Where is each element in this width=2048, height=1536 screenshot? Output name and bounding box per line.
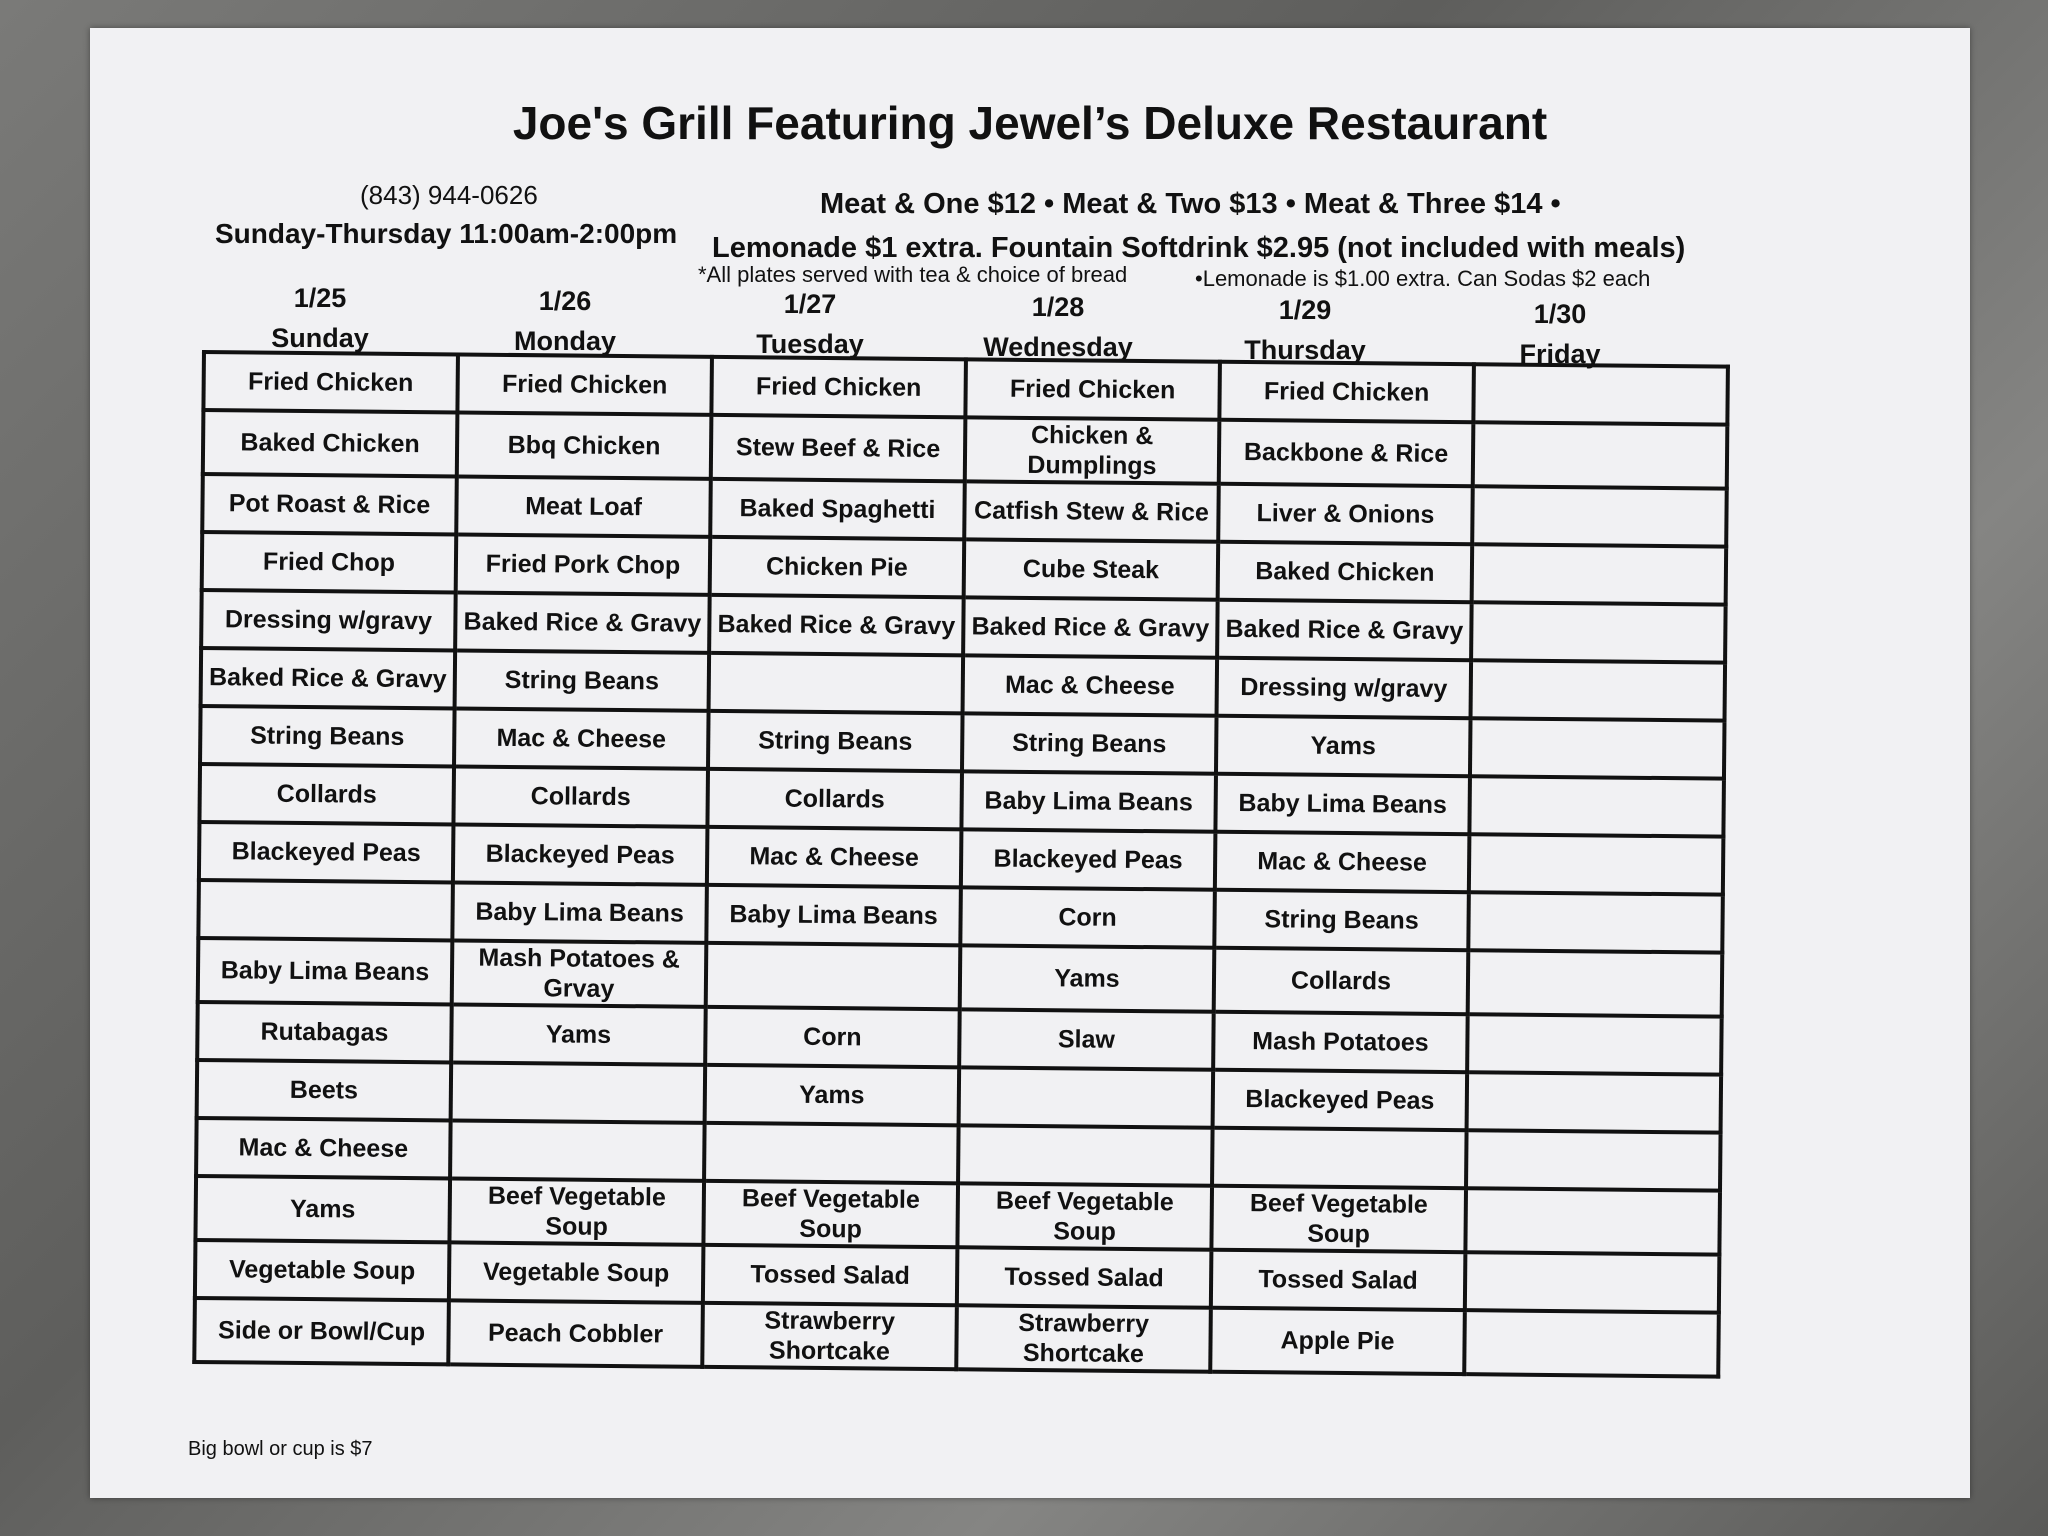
menu-cell-wednesday: Baby Lima Beans xyxy=(961,771,1216,831)
menu-cell-sunday: Mac & Cheese xyxy=(196,1118,451,1178)
menu-cell-thursday: Liver & Onions xyxy=(1218,484,1473,544)
menu-cell-monday: Meat Loaf xyxy=(456,476,711,536)
menu-cell-tuesday: Beef Vegetable Soup xyxy=(703,1181,958,1247)
day-name: Thursday xyxy=(1244,335,1366,365)
menu-cell-tuesday xyxy=(704,1123,959,1183)
restaurant-title: Joe's Grill Featuring Jewel’s Deluxe Restaurant xyxy=(512,97,1548,149)
day-date: 1/30 xyxy=(1533,299,1587,329)
menu-cell-monday: Collards xyxy=(453,766,708,826)
menu-cell-monday: Baby Lima Beans xyxy=(452,882,707,942)
menu-cell-wednesday: Catfish Stew & Rice xyxy=(964,481,1219,541)
menu-cell-thursday: Tossed Salad xyxy=(1211,1250,1466,1310)
menu-cell-wednesday: Blackeyed Peas xyxy=(961,829,1216,889)
menu-cell-monday: Bbq Chicken xyxy=(457,412,712,478)
day-name: Sunday xyxy=(271,323,369,353)
menu-cell-tuesday: Baby Lima Beans xyxy=(706,885,961,945)
menu-cell-sunday: Fried Chicken xyxy=(203,352,458,412)
day-name: Friday xyxy=(1519,339,1601,369)
menu-cell-friday xyxy=(1468,892,1723,952)
menu-cell-friday xyxy=(1470,718,1725,778)
menu-cell-thursday: Fried Chicken xyxy=(1219,362,1474,422)
day-name: Tuesday xyxy=(756,329,864,359)
menu-cell-wednesday: Strawberry Shortcake xyxy=(956,1305,1211,1371)
menu-cell-monday: Vegetable Soup xyxy=(449,1242,704,1302)
menu-cell-friday xyxy=(1467,1014,1722,1074)
menu-cell-thursday: Beef Vegetable Soup xyxy=(1211,1186,1466,1252)
menu-cell-friday xyxy=(1469,776,1724,836)
menu-cell-thursday xyxy=(1212,1128,1467,1188)
menu-row xyxy=(194,1298,1719,1377)
phone-number: (843) 944-0626 xyxy=(360,180,538,210)
menu-cell-sunday: String Beans xyxy=(200,706,455,766)
menu-cell-wednesday xyxy=(959,1067,1214,1127)
menu-cell-wednesday: Beef Vegetable Soup xyxy=(957,1183,1212,1249)
menu-cell-wednesday: Corn xyxy=(960,887,1215,947)
menu-cell-monday: Beef Vegetable Soup xyxy=(449,1178,704,1244)
menu-cell-tuesday: Baked Spaghetti xyxy=(710,479,965,539)
menu-cell-sunday xyxy=(198,880,453,940)
menu-cell-thursday: Baby Lima Beans xyxy=(1215,774,1470,834)
menu-cell-friday xyxy=(1471,660,1726,720)
menu-cell-thursday: Collards xyxy=(1214,948,1469,1014)
menu-cell-friday xyxy=(1465,1252,1720,1312)
menu-cell-wednesday: String Beans xyxy=(962,713,1217,773)
lemonade-note: •Lemonade is $1.00 extra. Can Sodas $2 each xyxy=(1195,266,1651,291)
menu-cell-thursday: Baked Chicken xyxy=(1218,542,1473,602)
menu-cell-sunday: Dressing w/gravy xyxy=(201,590,456,650)
day-header-sunday xyxy=(200,278,440,358)
plates-note: *All plates served with tea & choice of bread xyxy=(698,262,1128,287)
menu-cell-thursday: Mac & Cheese xyxy=(1215,832,1470,892)
menu-cell-sunday: Rutabagas xyxy=(197,1002,452,1062)
menu-cell-wednesday: Fried Chicken xyxy=(965,359,1220,419)
menu-cell-thursday: Apple Pie xyxy=(1210,1308,1465,1374)
day-date: 1/27 xyxy=(783,289,837,319)
menu-cell-wednesday: Slaw xyxy=(959,1009,1214,1069)
menu-cell-sunday: Side or Bowl/Cup xyxy=(194,1298,449,1364)
menu-cell-friday xyxy=(1472,544,1727,604)
menu-cell-sunday: Baby Lima Beans xyxy=(198,938,453,1004)
menu-cell-monday: Mash Potatoes & Grvay xyxy=(452,940,707,1006)
menu-cell-tuesday: Mac & Cheese xyxy=(707,827,962,887)
day-date: 1/28 xyxy=(1031,292,1085,322)
menu-cell-wednesday: Tossed Salad xyxy=(957,1247,1212,1307)
menu-cell-sunday: Pot Roast & Rice xyxy=(202,474,457,534)
menu-cell-thursday: Baked Rice & Gravy xyxy=(1217,600,1472,660)
menu-cell-friday xyxy=(1466,1130,1721,1190)
day-date: 1/26 xyxy=(538,286,592,316)
menu-cell-monday: Fried Pork Chop xyxy=(456,534,711,594)
menu-cell-tuesday: Chicken Pie xyxy=(710,537,965,597)
menu-cell-friday xyxy=(1471,602,1726,662)
menu-sheet xyxy=(90,28,1970,1498)
menu-cell-friday xyxy=(1468,950,1723,1016)
day-date: 1/29 xyxy=(1278,295,1332,325)
menu-cell-sunday: Baked Chicken xyxy=(203,410,458,476)
day-header-tuesday xyxy=(690,284,930,364)
day-header-monday xyxy=(445,281,685,361)
menu-cell-tuesday xyxy=(706,943,961,1009)
day-headers xyxy=(200,278,1700,369)
menu-cell-monday: Blackeyed Peas xyxy=(453,824,708,884)
menu-cell-thursday: Dressing w/gravy xyxy=(1217,658,1472,718)
menu-cell-tuesday: Stew Beef & Rice xyxy=(711,415,966,481)
menu-cell-sunday: Blackeyed Peas xyxy=(199,822,454,882)
menu-cell-sunday: Collards xyxy=(199,764,454,824)
menu-cell-friday xyxy=(1467,1072,1722,1132)
menu-cell-monday: String Beans xyxy=(455,650,710,710)
menu-cell-wednesday xyxy=(958,1125,1213,1185)
day-name: Wednesday xyxy=(983,332,1133,362)
day-date: 1/25 xyxy=(293,283,347,313)
menu-cell-tuesday: Tossed Salad xyxy=(703,1245,958,1305)
menu-cell-wednesday: Chicken & Dumplings xyxy=(965,417,1220,483)
menu-cell-wednesday: Mac & Cheese xyxy=(963,655,1218,715)
plate-prices: Meat & One $12 • Meat & Two $13 • Meat & Three $14 • xyxy=(820,188,1561,220)
menu-cell-monday: Yams xyxy=(451,1004,706,1064)
menu-cell-monday xyxy=(451,1062,706,1122)
menu-cell-friday xyxy=(1469,834,1724,894)
menu-cell-sunday: Vegetable Soup xyxy=(195,1240,450,1300)
opening-hours: Sunday-Thursday 11:00am-2:00pm xyxy=(215,218,678,249)
menu-cell-tuesday: Fried Chicken xyxy=(711,357,966,417)
menu-cell-tuesday xyxy=(709,653,964,713)
menu-cell-wednesday: Yams xyxy=(960,945,1215,1011)
menu-cell-tuesday: String Beans xyxy=(708,711,963,771)
drink-prices: Lemonade $1 extra. Fountain Softdrink $2.95 (not included with meals) xyxy=(712,232,1686,264)
bowl-footnote: Big bowl or cup is $7 xyxy=(188,1438,373,1460)
menu-cell-monday: Fried Chicken xyxy=(457,354,712,414)
menu-cell-thursday: Yams xyxy=(1216,716,1471,776)
menu-cell-monday: Peach Cobbler xyxy=(448,1300,703,1366)
menu-table xyxy=(192,350,1730,1379)
day-header-thursday xyxy=(1185,290,1425,370)
day-header-wednesday xyxy=(938,287,1178,367)
menu-cell-sunday: Baked Rice & Gravy xyxy=(201,648,456,708)
menu-cell-monday xyxy=(450,1120,705,1180)
day-name: Monday xyxy=(513,326,616,356)
menu-cell-wednesday: Cube Steak xyxy=(964,539,1219,599)
menu-cell-sunday: Beets xyxy=(197,1060,452,1120)
menu-cell-monday: Mac & Cheese xyxy=(454,708,709,768)
menu-cell-friday xyxy=(1473,422,1728,488)
menu-cell-thursday: Backbone & Rice xyxy=(1219,420,1474,486)
menu-cell-tuesday: Baked Rice & Gravy xyxy=(709,595,964,655)
menu-cell-tuesday: Strawberry Shortcake xyxy=(702,1303,957,1369)
menu-cell-friday xyxy=(1464,1310,1719,1376)
menu-cell-wednesday: Baked Rice & Gravy xyxy=(963,597,1218,657)
menu-cell-thursday: Mash Potatoes xyxy=(1213,1012,1468,1072)
menu-cell-friday xyxy=(1473,364,1728,424)
menu-table-body xyxy=(194,352,1728,1377)
menu-cell-sunday: Yams xyxy=(195,1176,450,1242)
menu-cell-tuesday: Yams xyxy=(705,1065,960,1125)
menu-cell-monday: Baked Rice & Gravy xyxy=(455,592,710,652)
menu-cell-thursday: String Beans xyxy=(1214,890,1469,950)
menu-cell-friday xyxy=(1472,486,1727,546)
menu-cell-tuesday: Collards xyxy=(707,769,962,829)
menu-cell-friday xyxy=(1465,1188,1720,1254)
menu-cell-sunday: Fried Chop xyxy=(202,532,457,592)
menu-cell-tuesday: Corn xyxy=(705,1007,960,1067)
menu-cell-thursday: Blackeyed Peas xyxy=(1213,1070,1468,1130)
